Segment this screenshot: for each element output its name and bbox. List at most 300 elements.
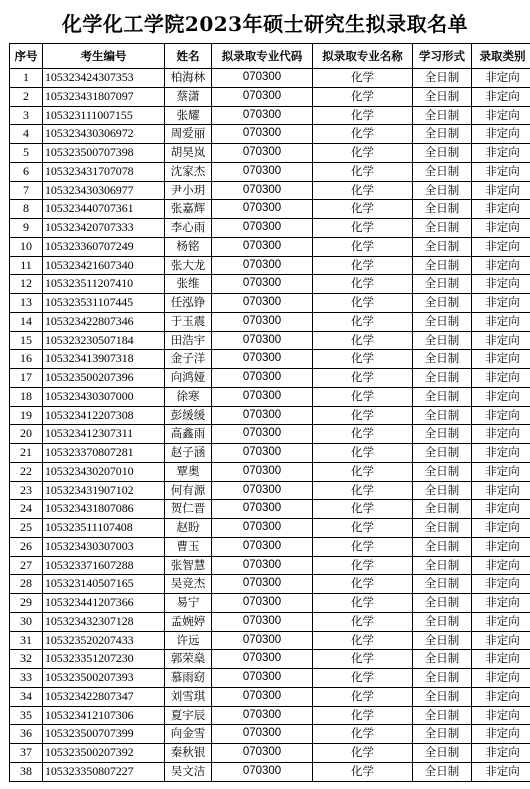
study-mode-cell: 全日制 (413, 650, 472, 669)
candidate-id-cell: 105323500207393 (43, 669, 165, 688)
major-name-cell: 化学 (313, 369, 413, 388)
admission-type-cell: 非定向 (472, 444, 530, 463)
table-row (10, 181, 530, 200)
serial-cell: 1 (10, 69, 43, 88)
name-cell: 吴竞杰 (165, 575, 212, 594)
study-mode-cell: 全日制 (413, 200, 472, 219)
candidate-id-cell: 105323350807227 (43, 762, 165, 781)
serial-cell: 28 (10, 575, 43, 594)
major-code-cell: 070300 (212, 631, 313, 650)
major-name-cell: 化学 (313, 687, 413, 706)
major-code-cell: 070300 (212, 425, 313, 444)
serial-cell: 16 (10, 350, 43, 369)
candidate-id-cell: 105323424307353 (43, 69, 165, 88)
table-row (10, 556, 530, 575)
admission-type-cell: 非定向 (472, 706, 530, 725)
admission-type-cell: 非定向 (472, 650, 530, 669)
major-name-cell: 化学 (313, 575, 413, 594)
major-name-cell: 化学 (313, 481, 413, 500)
major-code-cell: 070300 (212, 369, 313, 388)
table-row (10, 725, 530, 744)
candidate-id-cell: 105323431707078 (43, 162, 165, 181)
major-name-cell: 化学 (313, 144, 413, 163)
serial-cell: 20 (10, 425, 43, 444)
study-mode-cell: 全日制 (413, 706, 472, 725)
name-cell: 覃奥 (165, 462, 212, 481)
name-cell: 彭缓缓 (165, 406, 212, 425)
serial-cell: 10 (10, 237, 43, 256)
study-mode-cell: 全日制 (413, 237, 472, 256)
candidate-id-cell: 105323500707398 (43, 144, 165, 163)
study-mode-cell: 全日制 (413, 125, 472, 144)
major-name-cell: 化学 (313, 275, 413, 294)
candidate-id-cell: 105323511207410 (43, 275, 165, 294)
admission-type-cell: 非定向 (472, 594, 530, 613)
major-code-cell: 070300 (212, 462, 313, 481)
major-code-cell: 070300 (212, 69, 313, 88)
serial-cell: 29 (10, 594, 43, 613)
major-name-cell: 化学 (313, 125, 413, 144)
major-code-cell: 070300 (212, 294, 313, 313)
major-name-cell: 化学 (313, 87, 413, 106)
major-name-cell: 化学 (313, 219, 413, 238)
major-code-cell: 070300 (212, 556, 313, 575)
major-code-cell: 070300 (212, 275, 313, 294)
table-row (10, 631, 530, 650)
table-row (10, 650, 530, 669)
serial-cell: 15 (10, 331, 43, 350)
major-name-cell: 化学 (313, 331, 413, 350)
name-cell: 张大龙 (165, 256, 212, 275)
admission-type-cell: 非定向 (472, 575, 530, 594)
admission-type-cell: 非定向 (472, 181, 530, 200)
candidate-id-cell: 105323531107445 (43, 294, 165, 313)
study-mode-cell: 全日制 (413, 556, 472, 575)
name-cell: 曹玉 (165, 537, 212, 556)
candidate-id-cell: 105323441207366 (43, 594, 165, 613)
admission-type-cell: 非定向 (472, 331, 530, 350)
name-cell: 金子洋 (165, 350, 212, 369)
admission-type-cell: 非定向 (472, 162, 530, 181)
name-cell: 张智慧 (165, 556, 212, 575)
table-row (10, 425, 530, 444)
candidate-id-cell: 105323422807346 (43, 312, 165, 331)
candidate-id-cell: 105323140507165 (43, 575, 165, 594)
serial-cell: 2 (10, 87, 43, 106)
major-name-cell: 化学 (313, 612, 413, 631)
serial-cell: 38 (10, 762, 43, 781)
study-mode-cell: 全日制 (413, 294, 472, 313)
name-cell: 徐寒 (165, 387, 212, 406)
header-major-name: 拟录取专业名称 (313, 44, 413, 69)
admission-type-cell: 非定向 (472, 294, 530, 313)
serial-cell: 37 (10, 744, 43, 763)
table-row (10, 162, 530, 181)
table-row (10, 87, 530, 106)
admission-type-cell: 非定向 (472, 725, 530, 744)
study-mode-cell: 全日制 (413, 275, 472, 294)
name-cell: 秦秋银 (165, 744, 212, 763)
table-row (10, 687, 530, 706)
candidate-id-cell: 105323412207308 (43, 406, 165, 425)
major-code-cell: 070300 (212, 481, 313, 500)
major-code-cell: 070300 (212, 687, 313, 706)
major-code-cell: 070300 (212, 87, 313, 106)
name-cell: 赵盼 (165, 519, 212, 538)
study-mode-cell: 全日制 (413, 369, 472, 388)
major-code-cell: 070300 (212, 725, 313, 744)
candidate-id-cell: 105323440707361 (43, 200, 165, 219)
admission-table (9, 43, 530, 782)
admission-type-cell: 非定向 (472, 275, 530, 294)
major-name-cell: 化学 (313, 181, 413, 200)
name-cell: 慕雨窈 (165, 669, 212, 688)
study-mode-cell: 全日制 (413, 519, 472, 538)
admission-type-cell: 非定向 (472, 219, 530, 238)
table-row (10, 331, 530, 350)
major-code-cell: 070300 (212, 181, 313, 200)
page-title: 化学化工学院2023年硕士研究生拟录取名单 (61, 12, 469, 36)
major-code-cell: 070300 (212, 594, 313, 613)
study-mode-cell: 全日制 (413, 162, 472, 181)
major-code-cell: 070300 (212, 350, 313, 369)
serial-cell: 33 (10, 669, 43, 688)
name-cell: 沈家杰 (165, 162, 212, 181)
admission-type-cell: 非定向 (472, 125, 530, 144)
major-name-cell: 化学 (313, 200, 413, 219)
header-candidate-id: 考生编号 (43, 44, 165, 69)
serial-cell: 17 (10, 369, 43, 388)
serial-cell: 13 (10, 294, 43, 313)
study-mode-cell: 全日制 (413, 106, 472, 125)
serial-cell: 32 (10, 650, 43, 669)
serial-cell: 31 (10, 631, 43, 650)
major-name-cell: 化学 (313, 444, 413, 463)
admission-type-cell: 非定向 (472, 69, 530, 88)
serial-cell: 30 (10, 612, 43, 631)
major-name-cell: 化学 (313, 106, 413, 125)
serial-cell: 14 (10, 312, 43, 331)
name-cell: 于玉震 (165, 312, 212, 331)
major-name-cell: 化学 (313, 744, 413, 763)
study-mode-cell: 全日制 (413, 725, 472, 744)
major-code-cell: 070300 (212, 762, 313, 781)
name-cell: 孟婉婷 (165, 612, 212, 631)
table-row (10, 312, 530, 331)
study-mode-cell: 全日制 (413, 612, 472, 631)
serial-cell: 34 (10, 687, 43, 706)
candidate-id-cell: 105323431807097 (43, 87, 165, 106)
major-code-cell: 070300 (212, 406, 313, 425)
header-name: 姓名 (165, 44, 212, 69)
study-mode-cell: 全日制 (413, 462, 472, 481)
admission-type-cell: 非定向 (472, 312, 530, 331)
major-name-cell: 化学 (313, 706, 413, 725)
study-mode-cell: 全日制 (413, 406, 472, 425)
major-code-cell: 070300 (212, 331, 313, 350)
serial-cell: 21 (10, 444, 43, 463)
table-row (10, 706, 530, 725)
table-row (10, 256, 530, 275)
serial-cell: 19 (10, 406, 43, 425)
admission-type-cell: 非定向 (472, 556, 530, 575)
major-name-cell: 化学 (313, 650, 413, 669)
name-cell: 胡昊岚 (165, 144, 212, 163)
major-name-cell: 化学 (313, 406, 413, 425)
study-mode-cell: 全日制 (413, 762, 472, 781)
serial-cell: 8 (10, 200, 43, 219)
admission-type-cell: 非定向 (472, 687, 530, 706)
serial-cell: 5 (10, 144, 43, 163)
major-code-cell: 070300 (212, 256, 313, 275)
serial-cell: 11 (10, 256, 43, 275)
major-code-cell: 070300 (212, 500, 313, 519)
major-code-cell: 070300 (212, 537, 313, 556)
name-cell: 尹小玥 (165, 181, 212, 200)
major-name-cell: 化学 (313, 631, 413, 650)
serial-cell: 3 (10, 106, 43, 125)
name-cell: 张维 (165, 275, 212, 294)
admission-type-cell: 非定向 (472, 500, 530, 519)
major-name-cell: 化学 (313, 519, 413, 538)
major-code-cell: 070300 (212, 444, 313, 463)
study-mode-cell: 全日制 (413, 256, 472, 275)
major-name-cell: 化学 (313, 762, 413, 781)
table-row (10, 594, 530, 613)
name-cell: 何有源 (165, 481, 212, 500)
candidate-id-cell: 105323230507184 (43, 331, 165, 350)
serial-cell: 35 (10, 706, 43, 725)
name-cell: 贺仁晋 (165, 500, 212, 519)
admission-type-cell: 非定向 (472, 631, 530, 650)
candidate-id-cell: 105323351207230 (43, 650, 165, 669)
candidate-id-cell: 105323500707399 (43, 725, 165, 744)
candidate-id-cell: 105323430307000 (43, 387, 165, 406)
major-code-cell: 070300 (212, 387, 313, 406)
admission-type-cell: 非定向 (472, 350, 530, 369)
serial-cell: 36 (10, 725, 43, 744)
table-row (10, 669, 530, 688)
header-major-code: 拟录取专业代码 (212, 44, 313, 69)
study-mode-cell: 全日制 (413, 594, 472, 613)
candidate-id-cell: 105323520207433 (43, 631, 165, 650)
candidate-id-cell: 105323430307003 (43, 537, 165, 556)
serial-cell: 7 (10, 181, 43, 200)
candidate-id-cell: 105323430306972 (43, 125, 165, 144)
table-row (10, 219, 530, 238)
admission-type-cell: 非定向 (472, 87, 530, 106)
table-row (10, 744, 530, 763)
name-cell: 周爱丽 (165, 125, 212, 144)
major-name-cell: 化学 (313, 256, 413, 275)
table-row (10, 762, 530, 781)
major-code-cell: 070300 (212, 744, 313, 763)
name-cell: 向鸿娅 (165, 369, 212, 388)
admission-type-cell: 非定向 (472, 406, 530, 425)
major-name-cell: 化学 (313, 312, 413, 331)
candidate-id-cell: 105323420707333 (43, 219, 165, 238)
candidate-id-cell: 105323412107306 (43, 706, 165, 725)
major-name-cell: 化学 (313, 556, 413, 575)
study-mode-cell: 全日制 (413, 631, 472, 650)
major-code-cell: 070300 (212, 312, 313, 331)
major-name-cell: 化学 (313, 350, 413, 369)
admission-type-cell: 非定向 (472, 762, 530, 781)
table-row (10, 444, 530, 463)
table-row (10, 69, 530, 88)
major-code-cell: 070300 (212, 237, 313, 256)
name-cell: 郭荣燊 (165, 650, 212, 669)
candidate-id-cell: 105323500207396 (43, 369, 165, 388)
name-cell: 柏海林 (165, 69, 212, 88)
study-mode-cell: 全日制 (413, 87, 472, 106)
name-cell: 夏宇辰 (165, 706, 212, 725)
study-mode-cell: 全日制 (413, 181, 472, 200)
major-name-cell: 化学 (313, 69, 413, 88)
table-row (10, 144, 530, 163)
table-row (10, 106, 530, 125)
major-code-cell: 070300 (212, 144, 313, 163)
header-admission-type: 录取类别 (472, 44, 530, 69)
admission-type-cell: 非定向 (472, 744, 530, 763)
table-row (10, 387, 530, 406)
serial-cell: 26 (10, 537, 43, 556)
table-row (10, 275, 530, 294)
study-mode-cell: 全日制 (413, 744, 472, 763)
major-name-cell: 化学 (313, 294, 413, 313)
study-mode-cell: 全日制 (413, 144, 472, 163)
candidate-id-cell: 105323360707249 (43, 237, 165, 256)
study-mode-cell: 全日制 (413, 387, 472, 406)
admission-type-cell: 非定向 (472, 537, 530, 556)
admission-type-cell: 非定向 (472, 237, 530, 256)
major-name-cell: 化学 (313, 162, 413, 181)
name-cell: 张耀 (165, 106, 212, 125)
major-name-cell: 化学 (313, 237, 413, 256)
study-mode-cell: 全日制 (413, 219, 472, 238)
candidate-id-cell: 105323412307311 (43, 425, 165, 444)
table-row (10, 237, 530, 256)
table-row (10, 481, 530, 500)
study-mode-cell: 全日制 (413, 575, 472, 594)
major-code-cell: 070300 (212, 200, 313, 219)
candidate-id-cell: 105323432307128 (43, 612, 165, 631)
serial-cell: 4 (10, 125, 43, 144)
candidate-id-cell: 105323511107408 (43, 519, 165, 538)
candidate-id-cell: 105323421607340 (43, 256, 165, 275)
admission-type-cell: 非定向 (472, 425, 530, 444)
serial-cell: 18 (10, 387, 43, 406)
name-cell: 杨铭 (165, 237, 212, 256)
name-cell: 蔡潇 (165, 87, 212, 106)
study-mode-cell: 全日制 (413, 312, 472, 331)
candidate-id-cell: 105323422807347 (43, 687, 165, 706)
name-cell: 高鑫雨 (165, 425, 212, 444)
name-cell: 许远 (165, 631, 212, 650)
header-study-mode: 学习形式 (413, 44, 472, 69)
name-cell: 赵子涵 (165, 444, 212, 463)
table-row (10, 406, 530, 425)
serial-cell: 23 (10, 481, 43, 500)
admission-type-cell: 非定向 (472, 612, 530, 631)
admission-type-cell: 非定向 (472, 462, 530, 481)
study-mode-cell: 全日制 (413, 69, 472, 88)
name-cell: 张嘉辉 (165, 200, 212, 219)
admission-type-cell: 非定向 (472, 144, 530, 163)
candidate-id-cell: 105323371607288 (43, 556, 165, 575)
table-row (10, 462, 530, 481)
serial-cell: 6 (10, 162, 43, 181)
major-name-cell: 化学 (313, 537, 413, 556)
admission-type-cell: 非定向 (472, 256, 530, 275)
table-row (10, 519, 530, 538)
serial-cell: 24 (10, 500, 43, 519)
candidate-id-cell: 105323370807281 (43, 444, 165, 463)
admission-type-cell: 非定向 (472, 481, 530, 500)
table-row (10, 500, 530, 519)
study-mode-cell: 全日制 (413, 350, 472, 369)
table-row (10, 612, 530, 631)
name-cell: 吴文洁 (165, 762, 212, 781)
major-code-cell: 070300 (212, 575, 313, 594)
candidate-id-cell: 105323431907102 (43, 481, 165, 500)
major-name-cell: 化学 (313, 594, 413, 613)
serial-cell: 27 (10, 556, 43, 575)
study-mode-cell: 全日制 (413, 425, 472, 444)
table-row (10, 125, 530, 144)
major-code-cell: 070300 (212, 125, 313, 144)
name-cell: 田浩宇 (165, 331, 212, 350)
serial-cell: 22 (10, 462, 43, 481)
table-row (10, 575, 530, 594)
major-name-cell: 化学 (313, 669, 413, 688)
serial-cell: 9 (10, 219, 43, 238)
admission-type-cell: 非定向 (472, 519, 530, 538)
major-code-cell: 070300 (212, 612, 313, 631)
table-row (10, 350, 530, 369)
serial-cell: 25 (10, 519, 43, 538)
serial-cell: 12 (10, 275, 43, 294)
study-mode-cell: 全日制 (413, 669, 472, 688)
major-name-cell: 化学 (313, 725, 413, 744)
table-row (10, 294, 530, 313)
name-cell: 向金雪 (165, 725, 212, 744)
name-cell: 李心雨 (165, 219, 212, 238)
name-cell: 刘雪琪 (165, 687, 212, 706)
table-header-row (10, 44, 530, 69)
name-cell: 任泓铮 (165, 294, 212, 313)
admission-type-cell: 非定向 (472, 387, 530, 406)
admission-type-cell: 非定向 (472, 200, 530, 219)
candidate-id-cell: 105323111007155 (43, 106, 165, 125)
study-mode-cell: 全日制 (413, 444, 472, 463)
study-mode-cell: 全日制 (413, 687, 472, 706)
candidate-id-cell: 105323413907318 (43, 350, 165, 369)
admission-type-cell: 非定向 (472, 669, 530, 688)
major-code-cell: 070300 (212, 519, 313, 538)
major-code-cell: 070300 (212, 106, 313, 125)
study-mode-cell: 全日制 (413, 331, 472, 350)
major-name-cell: 化学 (313, 425, 413, 444)
table-row (10, 537, 530, 556)
major-code-cell: 070300 (212, 162, 313, 181)
admission-type-cell: 非定向 (472, 106, 530, 125)
table-body (10, 69, 530, 782)
candidate-id-cell: 105323500207392 (43, 744, 165, 763)
major-code-cell: 070300 (212, 650, 313, 669)
candidate-id-cell: 105323430207010 (43, 462, 165, 481)
study-mode-cell: 全日制 (413, 500, 472, 519)
